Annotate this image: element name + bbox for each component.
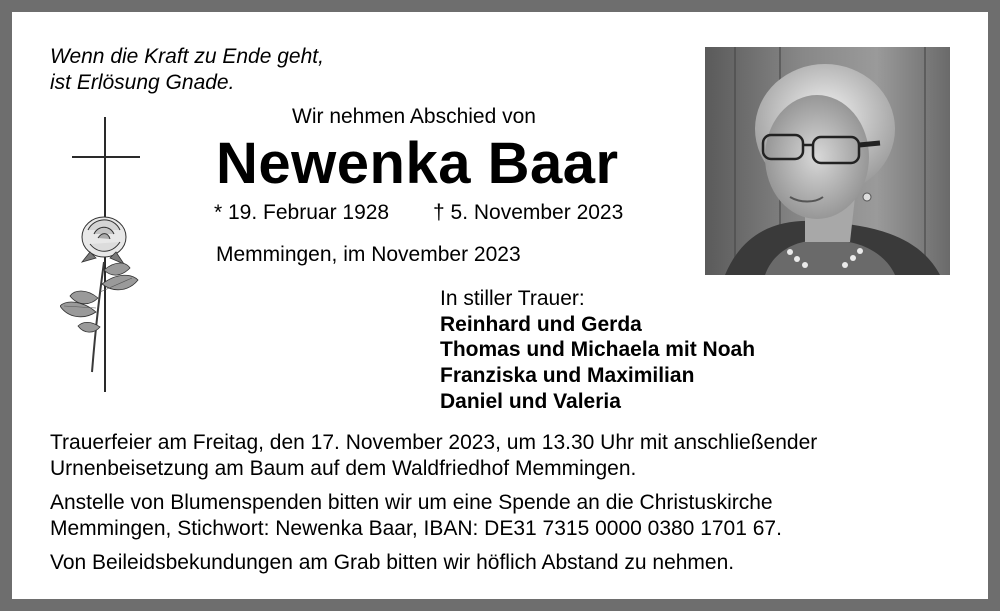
cross-with-rose-icon [60, 112, 160, 402]
deceased-name: Newenka Baar [216, 131, 619, 196]
donation-line-1: Anstelle von Blumenspenden bitten wir um eine Spende an die Christuskirche [50, 491, 773, 514]
portrait-photo [705, 47, 950, 275]
motto-line-2: ist Erlösung Gnade. [50, 71, 235, 94]
birth-date: * 19. Februar 1928 [214, 201, 390, 224]
mourner-line: Franziska und Maximilian [440, 364, 695, 387]
funeral-line-2: Urnenbeisetzung am Baum auf dem Waldfriedhof Memmingen. [50, 457, 637, 480]
condolence-note: Von Beileidsbekundungen am Grab bitten wir höflich Abstand zu nehmen. [50, 551, 735, 574]
mourner-line: Daniel und Valeria [440, 390, 621, 413]
death-date: † 5. November 2023 [433, 201, 624, 224]
donation-line-2: Memmingen, Stichwort: Newenka Baar, IBAN: DE31 7315 0000 0380 1701 67. [50, 517, 782, 540]
mourners-intro: In stiller Trauer: [440, 287, 585, 310]
farewell-intro: Wir nehmen Abschied von [292, 105, 536, 128]
funeral-line-1: Trauerfeier am Freitag, den 17. November 2023, um 13.30 Uhr mit anschließender [50, 431, 818, 454]
motto-line-1: Wenn die Kraft zu Ende geht, [50, 45, 324, 68]
mourner-line: Reinhard und Gerda [440, 313, 642, 336]
mourner-line: Thomas und Michaela mit Noah [440, 338, 756, 361]
place-and-date: Memmingen, im November 2023 [216, 243, 521, 266]
